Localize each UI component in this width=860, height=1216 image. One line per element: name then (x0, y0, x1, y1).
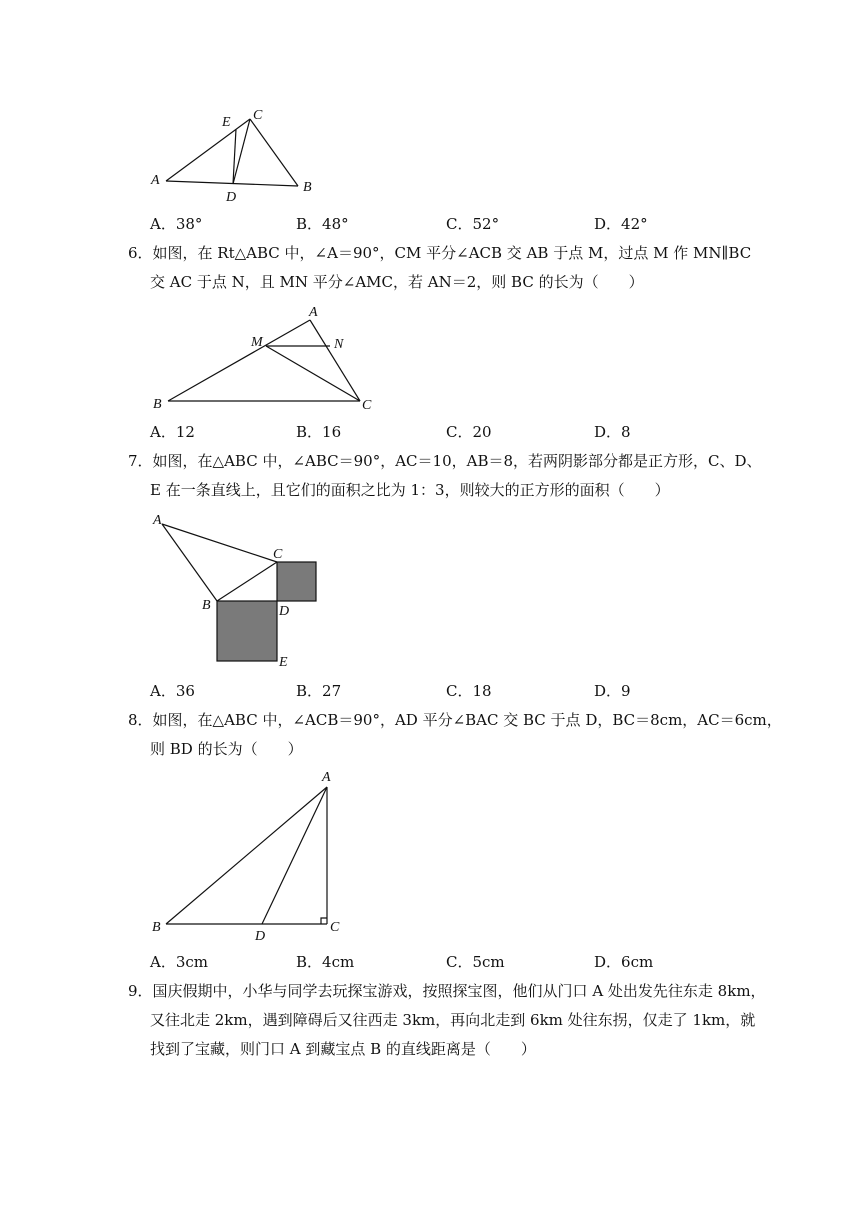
q5-label-A: A (151, 173, 160, 188)
q7-label-B: B (202, 598, 211, 613)
q6-label-C: C (362, 398, 372, 413)
q7-option-b: B．27 (296, 682, 342, 700)
q9-stem-line2: 又往北走 2km，遇到障碍后又往西走 3km，再向北走到 6km 处往东拐，仅走了 1km，就 (150, 1011, 756, 1029)
q5-option-d: D．42° (594, 215, 648, 233)
q6-option-d: D．8 (594, 423, 631, 441)
q8-label-B: B (152, 920, 161, 935)
q5-option-b: B．48° (296, 215, 349, 233)
q6-label-A: A (309, 305, 318, 320)
q8-label-A: A (322, 770, 331, 785)
q7-stem-line1: 7．如图，在△ABC 中，∠ABC＝90°，AC＝10，AB＝8，若两阴影部分都是正方形，C、D、 (128, 452, 762, 470)
q8-option-c: C．5cm (446, 953, 505, 971)
q5-label-D: D (226, 190, 237, 205)
q5-label-B: B (303, 180, 312, 195)
q6-option-b: B．16 (296, 423, 342, 441)
q8-label-D: D (255, 929, 266, 944)
q8-right-angle-mark (321, 918, 327, 924)
q5-option-c: C．52° (446, 215, 500, 233)
q8-segment-AD (262, 787, 327, 924)
q7-option-c: C．18 (446, 682, 492, 700)
q5-label-C: C (253, 108, 263, 123)
q6-stem-line2: 交 AC 于点 N，且 MN 平分∠AMC，若 AN＝2，则 BC 的长为（ ） (150, 273, 644, 291)
q6-label-M: M (251, 335, 263, 350)
q7-label-A: A (153, 513, 162, 528)
q7-stem-line2: E 在一条直线上，且它们的面积之比为 1：3，则较大的正方形的面积（ ） (150, 481, 670, 499)
q7-option-d: D．9 (594, 682, 631, 700)
q5-option-a: A．38° (150, 215, 203, 233)
q6-option-a: A．12 (150, 423, 195, 441)
q8-stem-line2: 则 BD 的长为（ ） (150, 740, 303, 758)
q5-label-E: E (222, 115, 231, 130)
q8-option-d: D．6cm (594, 953, 654, 971)
q7-label-D: D (279, 604, 290, 619)
q8-option-b: B．4cm (296, 953, 355, 971)
q8-label-C: C (330, 920, 340, 935)
q8-stem-line1: 8．如图，在△ABC 中，∠ACB＝90°，AD 平分∠BAC 交 BC 于点 D，BC＝8cm，AC＝6cm， (128, 711, 782, 729)
q7-label-C: C (273, 547, 283, 562)
q6-label-B: B (153, 397, 162, 412)
q8-segment-BA (166, 787, 327, 924)
q7-option-a: A．36 (150, 682, 195, 700)
q9-stem-line1: 9．国庆假期中，小华与同学去玩探宝游戏，按照探宝图，他们从门口 A 处出发先往东走 8km， (128, 982, 766, 1000)
q6-label-N: N (334, 337, 344, 352)
q6-stem-line1: 6．如图，在 Rt△ABC 中，∠A＝90°，CM 平分∠ACB 交 AB 于点 M，过点 M 作 MN∥BC (128, 244, 752, 262)
q9-stem-line3: 找到了宝藏，则门口 A 到藏宝点 B 的直线距离是（ ） (150, 1040, 536, 1058)
q8-option-a: A．3cm (150, 953, 209, 971)
q6-option-c: C．20 (446, 423, 492, 441)
q7-label-E: E (279, 655, 288, 670)
